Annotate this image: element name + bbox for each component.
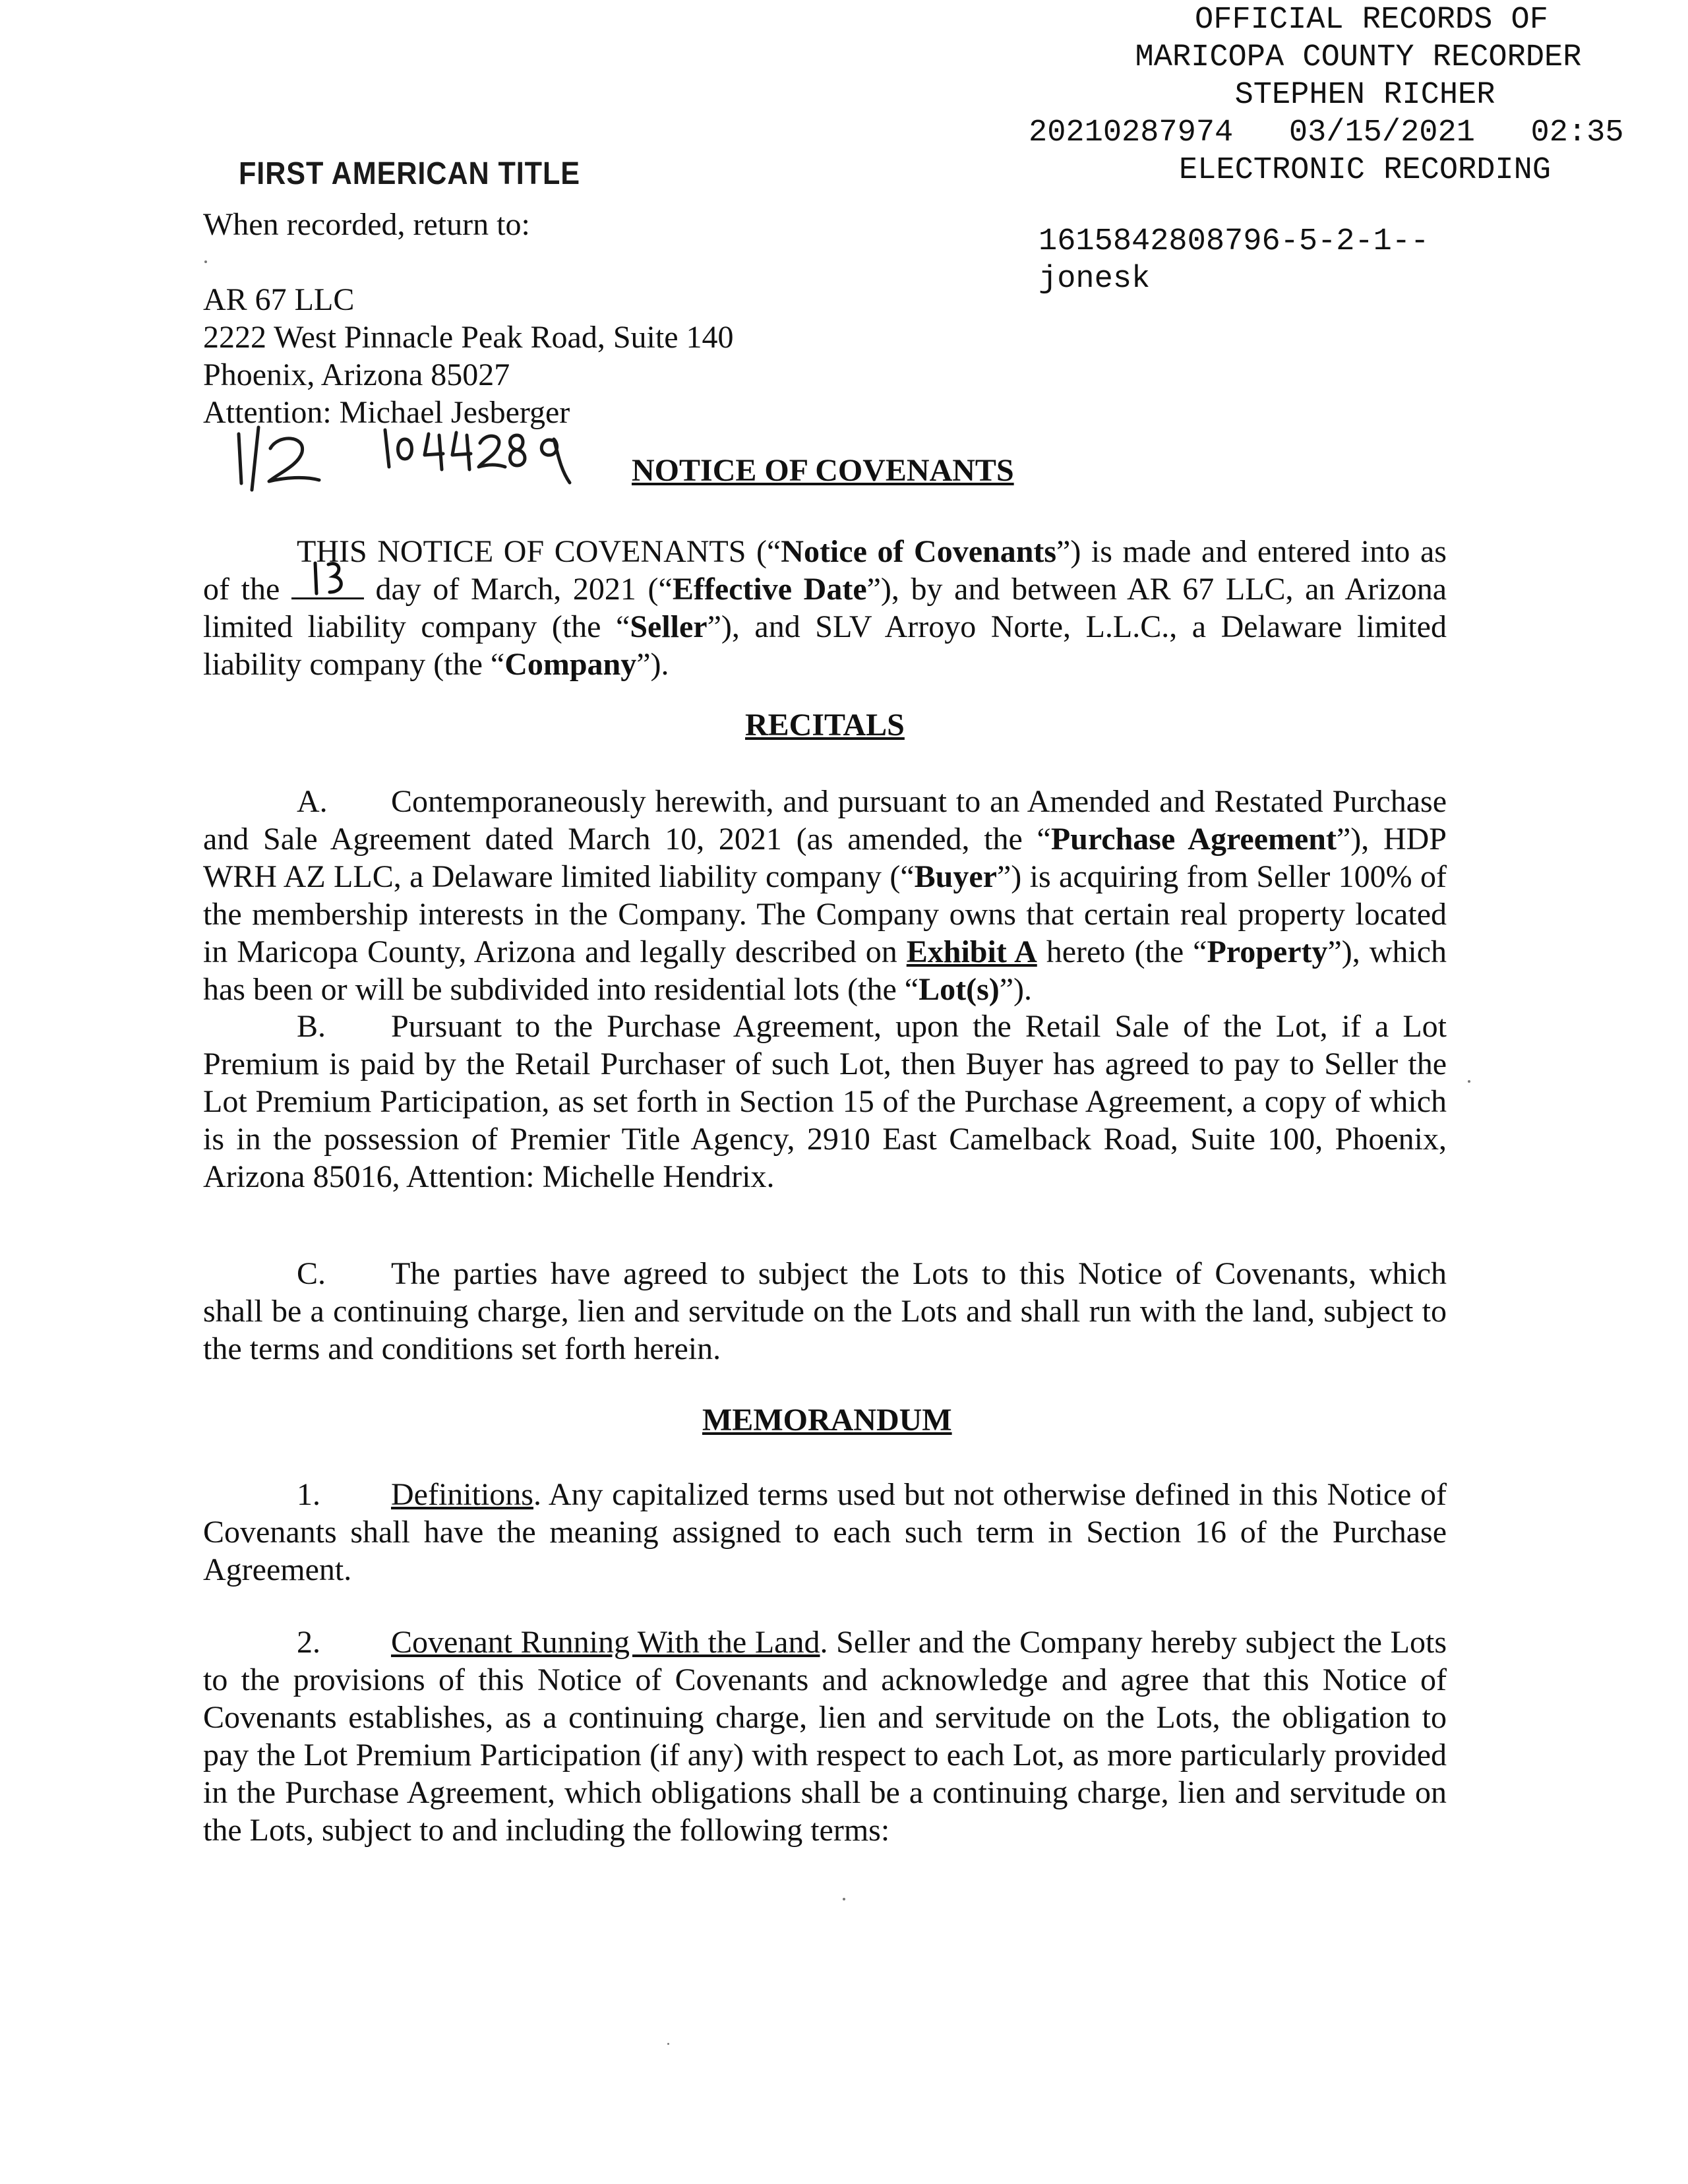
section-1-text: . Any capitalized terms used but not otherwise defined in this Notice of Covenants shall have the meaning assigned to each such term in Section 16 of the Purchase Agreement. bbox=[203, 1477, 1447, 1587]
intro-text: day of March, 2021 (“ bbox=[363, 572, 673, 607]
recital-c-text: The parties have agreed to subject the Lots to this Notice of Covenants, which shall be a continuing charge, lien and servitude on the Lots and shall run with the land, subject to the terms and conditions set forth herein. bbox=[203, 1256, 1447, 1366]
return-name: AR 67 LLC bbox=[203, 282, 355, 317]
document-id-number: 1615842808796-5-2-1-- bbox=[1039, 224, 1430, 259]
intro-text: THIS NOTICE OF COVENANTS (“ bbox=[297, 534, 781, 569]
section-1-heading: Definitions bbox=[391, 1477, 533, 1512]
return-attention: Attention: Michael Jesberger bbox=[203, 395, 570, 430]
document-id bbox=[1039, 223, 1429, 298]
scan-speck bbox=[1468, 1080, 1470, 1083]
first-american-title-logo: FIRST AMERICAN TITLE bbox=[239, 156, 580, 191]
intro-text: ”), and SLV Arroyo Norte, L.L.C., a Delaware limited liability company (the “ bbox=[203, 609, 1447, 682]
recital-a-text: ”) is acquiring from Seller 100% of the membership interests in the Company. The Company owns that certain real property located in Maricopa County, Arizona and legally described on bbox=[203, 859, 1447, 969]
return-city: Phoenix, Arizona 85027 bbox=[203, 357, 510, 392]
memorandum-heading: MEMORANDUM bbox=[702, 1403, 952, 1438]
recital-a-text: hereto (the “ bbox=[1037, 934, 1207, 969]
stamp-line-electronic-recording: ELECTRONIC RECORDING bbox=[1178, 153, 1552, 188]
page-title: NOTICE OF COVENANTS bbox=[632, 453, 1014, 488]
defined-term-effective-date: Effective Date bbox=[672, 572, 867, 607]
recital-b-text: Pursuant to the Purchase Agreement, upon the Retail Sale of the Lot, if a Lot Premium is paid by the Retail Purchaser of such Lot, then Buyer has agreed to pay to Seller the Lot Premium Participation, as set forth in Section 15 of the Purchase Agreement, a copy of which is in the possession of Premier Title Agency, 2910 East Camelback Road, Suite 100, Phoenix, Arizona 85016, Attention: Michelle Hendrix. bbox=[203, 1009, 1447, 1194]
effective-day-blank bbox=[291, 571, 364, 599]
defined-term-purchase-agreement: Purchase Agreement bbox=[1050, 822, 1337, 857]
return-label: When recorded, return to: bbox=[203, 207, 530, 242]
defined-term-property: Property bbox=[1207, 934, 1328, 969]
section-2-heading: Covenant Running With the Land bbox=[391, 1625, 820, 1660]
recital-c bbox=[203, 1255, 1447, 1368]
recital-c-label: C. bbox=[297, 1256, 326, 1291]
section-1-label: 1. bbox=[297, 1477, 320, 1512]
document-id-user: jonesk bbox=[1039, 262, 1151, 297]
return-address-block bbox=[203, 206, 734, 431]
recital-b bbox=[203, 1008, 1447, 1196]
intro-paragraph bbox=[203, 533, 1447, 683]
recorder-stamp bbox=[1029, 1, 1675, 189]
stamp-line-recording-number: 20210287974 03/15/2021 02:35 bbox=[1029, 115, 1624, 150]
intro-text: ”). bbox=[636, 647, 669, 682]
recital-a-text: ”). bbox=[999, 972, 1033, 1007]
scan-speck bbox=[667, 2043, 669, 2045]
recital-a-text: ”), HDP WRH AZ LLC, a Delaware limited liability company (“ bbox=[203, 822, 1447, 894]
stray-mark-row bbox=[203, 243, 734, 281]
recital-a-text: Contemporaneously herewith, and pursuant to an Amended and Restated Purchase and Sale Agreement dated March 10, 2021 (as amended, the “ bbox=[203, 784, 1447, 857]
section-1 bbox=[203, 1476, 1447, 1589]
exhibit-a-reference: Exhibit A bbox=[906, 934, 1037, 969]
scan-speck bbox=[843, 1898, 845, 1900]
intro-text: ”) is made and entered into as of the bbox=[203, 534, 1447, 607]
defined-term-seller: Seller bbox=[630, 609, 708, 644]
recital-a-label: A. bbox=[297, 784, 328, 819]
section-2-text: . Seller and the Company hereby subject the Lots to the provisions of this Notice of Covenants and acknowledge and agree that this Notice of Covenants establishes, as a continuing charge, lien and servitude on the Lots, the obligation to pay the Lot Premium Participation (if any) with respect to each Lot, as more particularly provided in the Purchase Agreement, which obligations shall be a continuing charge, lien and servitude on the Lots, subject to and including the following terms: bbox=[203, 1625, 1447, 1848]
stamp-line-county-recorder: MARICOPA COUNTY RECORDER bbox=[1135, 40, 1582, 75]
stray-mark bbox=[204, 260, 207, 263]
section-2 bbox=[203, 1623, 1447, 1849]
section-2-label: 2. bbox=[297, 1625, 320, 1660]
return-street: 2222 West Pinnacle Peak Road, Suite 140 bbox=[203, 320, 734, 355]
defined-term-company: Company bbox=[504, 647, 637, 682]
recital-a bbox=[203, 783, 1447, 1008]
handwritten-day bbox=[310, 559, 349, 596]
defined-term-lots: Lot(s) bbox=[919, 972, 1000, 1007]
defined-term-notice-of-covenants: Notice of Covenants bbox=[781, 534, 1057, 569]
stamp-line-recorder-name: STEPHEN RICHER bbox=[1234, 78, 1495, 113]
handwritten-note bbox=[232, 421, 601, 500]
recital-b-label: B. bbox=[297, 1009, 326, 1044]
recital-a-text: ”), which has been or will be subdivided into residential lots (the “ bbox=[203, 934, 1447, 1007]
recitals-heading: RECITALS bbox=[745, 708, 905, 743]
intro-text: ”), by and between AR 67 LLC, an Arizona limited liability company (the “ bbox=[203, 572, 1447, 644]
stamp-line-official-records: OFFICIAL RECORDS OF bbox=[1195, 3, 1548, 38]
defined-term-buyer: Buyer bbox=[914, 859, 997, 894]
